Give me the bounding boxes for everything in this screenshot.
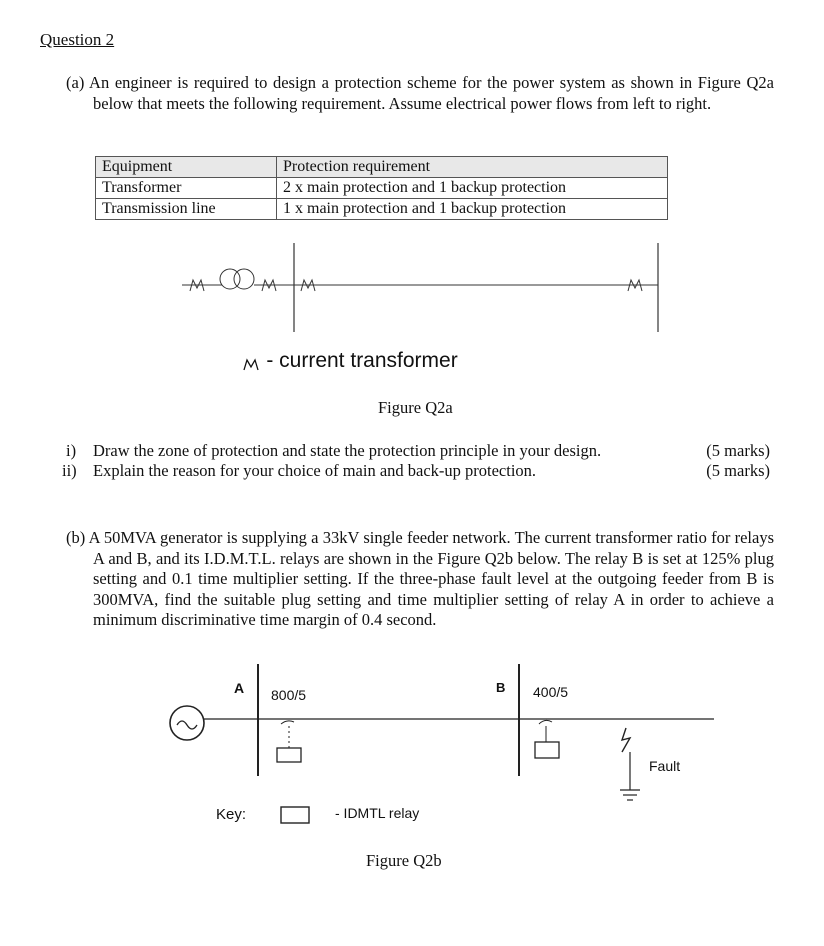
figure-q2a-caption: Figure Q2a <box>378 398 453 417</box>
question-i-number: i) <box>66 441 77 460</box>
ct-legend-text: - current transformer <box>260 349 458 372</box>
part-b-paragraph: (b) A 50MVA generator is supplying a 33kV single feeder network. The current transformer ratio for relays A and B, and its I.D.M.T.L. relays are shown in the Figure Q2b below. The relay B is set at 125% plug setting and 0.1 time multiplier setting. If the three-phase fault level at the outgoing feeder from B is 300MVA, find the suitable plug setting and time multiplier setting of relay A in order to achieve a minimum discriminative time margin of 0.4 second. <box>66 528 774 629</box>
relay-b-ct-ratio: 400/5 <box>533 684 569 700</box>
key-text: - IDMTL relay <box>335 805 420 821</box>
question-i-text: Draw the zone of protection and state the protection principle in your design. <box>93 441 602 460</box>
generator-sine-icon <box>177 721 197 729</box>
table-cell: 2 x main protection and 1 backup protection <box>277 178 668 199</box>
generator-icon <box>170 706 204 740</box>
part-a-intro-text: (a) An engineer is required to design a protection scheme for the power system as shown in Figure Q2a below that meets the following requirement. Assume electrical power flows from left to right. <box>66 73 774 113</box>
fault-arrow-icon <box>622 728 630 752</box>
relay-b-ct-icon <box>539 720 552 724</box>
question-i-marks: (5 marks) <box>706 441 770 460</box>
table-header-requirement: Protection requirement <box>277 157 668 178</box>
figure-q2b-caption: Figure Q2b <box>366 851 442 870</box>
question-ii-number: ii) <box>62 461 77 480</box>
table-cell: Transformer <box>96 178 277 199</box>
table-cell: Transmission line <box>96 199 277 220</box>
question-ii-marks: (5 marks) <box>706 461 770 480</box>
fault-label: Fault <box>649 758 681 774</box>
relay-a-box <box>277 748 301 762</box>
key-label: Key: <box>216 806 247 823</box>
key-relay-box <box>281 807 309 823</box>
table-header-equipment: Equipment <box>96 157 277 178</box>
relay-a-ct-ratio: 800/5 <box>271 687 307 703</box>
table-cell: 1 x main protection and 1 backup protection <box>277 199 668 220</box>
relay-b-box <box>535 742 559 758</box>
question-title: Question 2 <box>40 30 115 49</box>
relay-a-ct-icon <box>281 721 294 724</box>
relay-b-label: B <box>496 680 506 695</box>
question-ii-text: Explain the reason for your choice of main and back-up protection. <box>93 461 537 480</box>
relay-a-label: A <box>234 680 245 696</box>
